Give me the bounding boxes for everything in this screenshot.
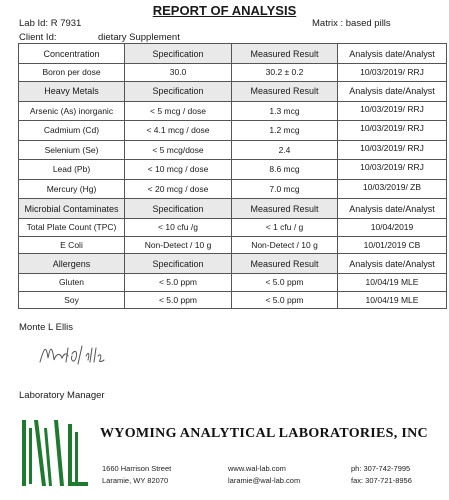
table-cell: 10/03/2019/ RRJ [338, 160, 447, 180]
table-row [19, 121, 447, 141]
header-cell: Analysis date/Analyst [338, 81, 447, 101]
table-cell: < 20 mcg / dose [125, 179, 232, 199]
table-cell: 10/03/2019/ RRJ [338, 101, 447, 121]
phone: ph: 307-742-7995 [351, 464, 411, 473]
table-cell: Boron per dose [19, 64, 125, 82]
signer-name: Monte L Ellis [19, 322, 74, 333]
table-cell: < 1 cfu / g [232, 219, 338, 237]
table-cell: 1.3 mcg [232, 101, 338, 121]
header-cell: Measured Result [232, 199, 338, 219]
table-cell: < 5.0 ppm [232, 274, 338, 292]
address-line-1: 1660 Harrison Street [102, 464, 172, 473]
email: laramie@wal-lab.com [228, 476, 301, 485]
table-cell: 30.2 ± 0.2 [232, 64, 338, 82]
address-line-2: Laramie, WY 82070 [102, 476, 169, 485]
table-row [19, 64, 447, 82]
header-cell: Analysis date/Analyst [338, 44, 447, 64]
table-cell: 10/04/19 MLE [338, 291, 447, 309]
matrix: Matrix : based pills [312, 18, 391, 29]
table-cell: Gluten [19, 274, 125, 292]
table-row [19, 179, 447, 199]
client-id-value: dietary Supplement [98, 32, 180, 43]
table-row [19, 291, 447, 309]
table-cell: 10/03/2019/ ZB [338, 179, 447, 199]
table-row [19, 236, 447, 254]
header-cell: Allergens [19, 254, 125, 274]
table-cell: < 5.0 ppm [125, 274, 232, 292]
client-id [19, 32, 180, 43]
header-cell: Specification [125, 44, 232, 64]
table-row [19, 101, 447, 121]
table-cell: Soy [19, 291, 125, 309]
table-cell: 10/03/2019/ RRJ [338, 64, 447, 82]
table-cell: 8.6 mcg [232, 160, 338, 180]
table-cell: 10/04/19 MLE [338, 274, 447, 292]
table-cell: < 10 mcg / dose [125, 160, 232, 180]
header-cell: Measured Result [232, 254, 338, 274]
section-header-row [19, 44, 447, 64]
table-cell: Lead (Pb) [19, 160, 125, 180]
website: www.wal-lab.com [228, 464, 286, 473]
table-cell: Mercury (Hg) [19, 179, 125, 199]
header-cell: Microbial Contaminates [19, 199, 125, 219]
header-cell: Specification [125, 254, 232, 274]
fax: fax: 307-721-8956 [351, 476, 412, 485]
table-cell: Total Plate Count (TPC) [19, 219, 125, 237]
table-cell: 1.2 mcg [232, 121, 338, 141]
table-cell: 2.4 [232, 140, 338, 160]
table-row [19, 219, 447, 237]
section-header-row [19, 254, 447, 274]
signer-title: Laboratory Manager [19, 390, 105, 401]
table-cell: < 5 mcg / dose [125, 101, 232, 121]
header-cell: Specification [125, 81, 232, 101]
results-table [18, 43, 447, 309]
table-cell: Non-Detect / 10 g [125, 236, 232, 254]
section-header-row [19, 199, 447, 219]
table-cell: Arsenic (As) inorganic [19, 101, 125, 121]
table-cell: 10/01/2019 CB [338, 236, 447, 254]
table-cell: < 4.1 mcg / dose [125, 121, 232, 141]
table-cell: 10/03/2019/ RRJ [338, 121, 447, 141]
header-cell: Specification [125, 199, 232, 219]
signature [38, 340, 118, 370]
table-cell: Non-Detect / 10 g [232, 236, 338, 254]
report-title: REPORT OF ANALYSIS [152, 3, 297, 18]
lab-id: Lab Id: R 7931 [19, 18, 82, 29]
table-cell: 7.0 mcg [232, 179, 338, 199]
table-cell: 10/03/2019/ RRJ [338, 140, 447, 160]
header-cell: Measured Result [232, 81, 338, 101]
header-cell: Measured Result [232, 44, 338, 64]
wal-logo [20, 418, 90, 493]
table-cell: 10/04/2019 [338, 219, 447, 237]
table-cell: Cadmium (Cd) [19, 121, 125, 141]
table-cell: 30.0 [125, 64, 232, 82]
section-header-row [19, 81, 447, 101]
header-cell: Analysis date/Analyst [338, 254, 447, 274]
header-cell: Analysis date/Analyst [338, 199, 447, 219]
table-row [19, 160, 447, 180]
table-row [19, 274, 447, 292]
client-id-label: Client Id: [19, 32, 57, 43]
table-row [19, 140, 447, 160]
header-cell: Concentration [19, 44, 125, 64]
header-cell: Heavy Metals [19, 81, 125, 101]
table-cell: E Coli [19, 236, 125, 254]
table-cell: < 10 cfu /g [125, 219, 232, 237]
table-cell: < 5.0 ppm [232, 291, 338, 309]
company-name: WYOMING ANALYTICAL LABORATORIES, INC [100, 426, 428, 441]
table-cell: Selenium (Se) [19, 140, 125, 160]
table-cell: < 5.0 ppm [125, 291, 232, 309]
table-cell: < 5 mcg/dose [125, 140, 232, 160]
